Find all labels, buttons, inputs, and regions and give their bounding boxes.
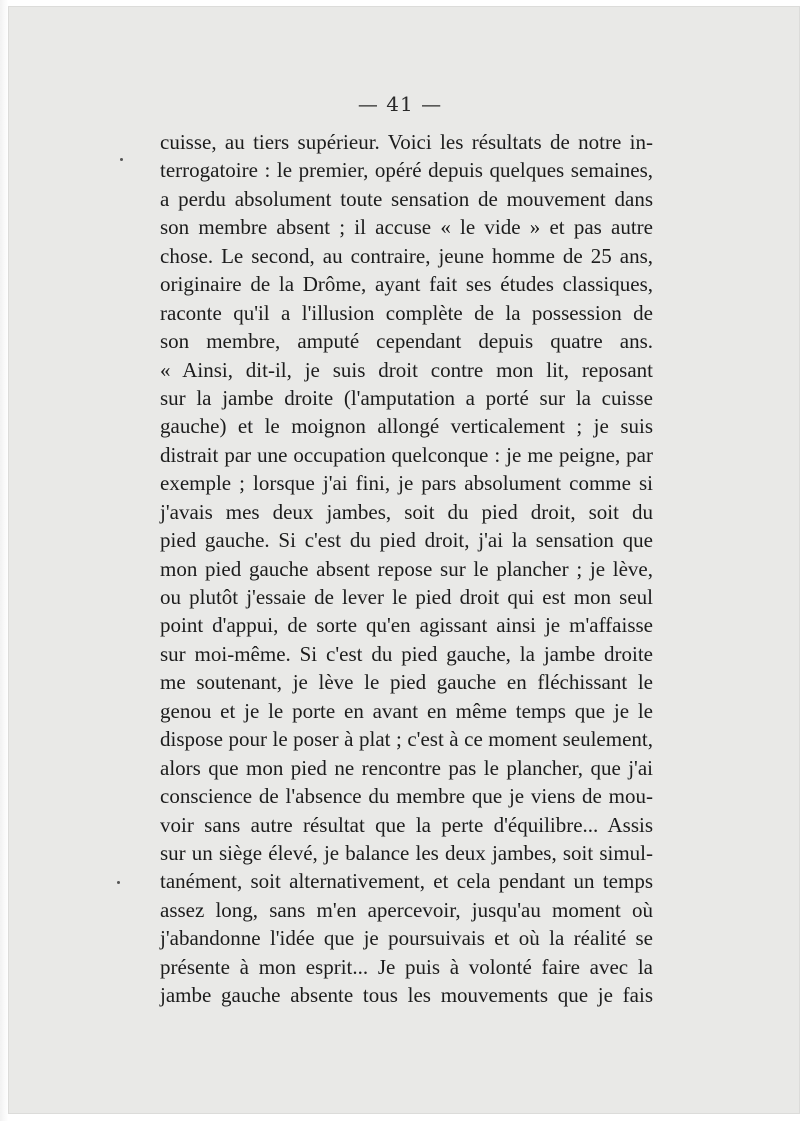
scan-edge bbox=[0, 0, 8, 1121]
text-line: a perdu absolument toute sensation de mouvement dans bbox=[160, 186, 653, 211]
text-line: ou plutôt j'essaie de lever le pied droit qui est mon seul bbox=[160, 585, 653, 609]
text-line: originaire de la Drôme, ayant fait ses études classiques, bbox=[160, 272, 653, 297]
text-line: jambe gauche absente tous les mouvements que je fais bbox=[160, 983, 653, 1008]
text-line: sur moi-même. Si c'est du pied gauche, la jambe droite bbox=[160, 641, 653, 666]
text-line: conscience de l'absence du membre que je viens de mou- bbox=[160, 784, 653, 809]
text-line: son membre absent ; il accuse « le vide » et pas autre bbox=[160, 215, 653, 240]
text-line: genou et je le porte en avant en même temps que je le bbox=[160, 698, 653, 723]
text-line: voir sans autre résultat que la perte d'équilibre... Assis bbox=[160, 812, 653, 837]
text-line: me soutenant, je lève le pied gauche en fléchissant le bbox=[160, 670, 653, 695]
body-text bbox=[160, 128, 653, 1010]
text-line: chose. Le second, au contraire, jeune homme de 25 ans, bbox=[160, 243, 653, 268]
text-line: assez long, sans m'en apercevoir, jusqu'au moment où bbox=[160, 897, 653, 922]
text-line: raconte qu'il a l'illusion complète de la possession de bbox=[160, 300, 653, 325]
text-line: exemple ; lorsque j'ai fini, je pars absolument comme si bbox=[160, 471, 653, 496]
text-line: sur la jambe droite (l'amputation a porté sur la cuisse bbox=[160, 385, 653, 410]
text-line: tanément, soit alternativement, et cela pendant un temps bbox=[160, 869, 653, 894]
text-line: point d'appui, de sorte qu'en agissant ainsi je m'affaisse bbox=[160, 613, 653, 638]
text-line: « Ainsi, dit-il, je suis droit contre mon lit, reposant bbox=[160, 357, 653, 382]
text-line: sur un siège élevé, je balance les deux jambes, soit simul- bbox=[160, 840, 653, 865]
text-line: j'abandonne l'idée que je poursuivais et où la réalité se bbox=[160, 926, 653, 951]
text-line: j'avais mes deux jambes, soit du pied droit, soit du bbox=[160, 499, 653, 524]
page-number: — 41 — bbox=[357, 92, 443, 116]
text-line: présente à mon esprit... Je puis à volonté faire avec la bbox=[160, 954, 653, 979]
text-line: pied gauche. Si c'est du pied droit, j'ai la sensation que bbox=[160, 528, 653, 553]
text-line: cuisse, au tiers supérieur. Voici les résultats de notre in- bbox=[160, 130, 653, 154]
text-line: alors que mon pied ne rencontre pas le plancher, que j'ai bbox=[160, 755, 653, 780]
text-line: terrogatoire : le premier, opéré depuis quelques semaines, bbox=[160, 158, 653, 183]
text-line: distrait par une occupation quelconque : je me peigne, par bbox=[160, 442, 653, 467]
text-line: dispose pour le poser à plat ; c'est à ce moment seulement, bbox=[160, 727, 653, 752]
text-line: mon pied gauche absent repose sur le plancher ; je lève, bbox=[160, 556, 653, 581]
stray-ink-mark bbox=[120, 158, 123, 161]
text-line: gauche) et le moignon allongé verticalement ; je suis bbox=[160, 414, 653, 439]
text-line: son membre, amputé cependant depuis quatre ans. bbox=[160, 329, 653, 354]
stray-ink-mark bbox=[117, 881, 120, 884]
